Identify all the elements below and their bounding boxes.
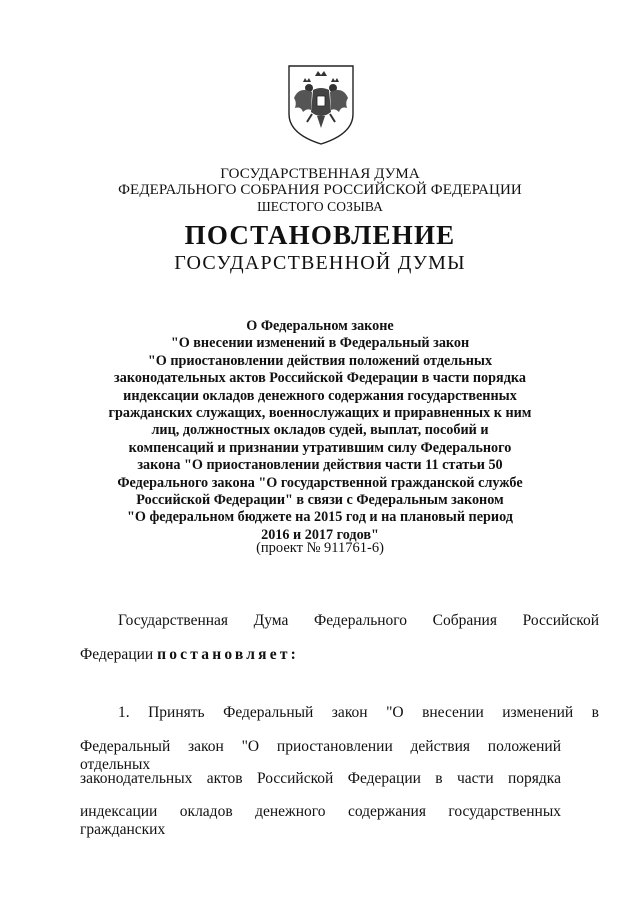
body-paragraph-line: Государственная Дума Федерального Собрания Российской	[118, 612, 599, 629]
double-headed-eagle-coat-of-arms-icon	[285, 62, 357, 148]
bill-title-line: О Федеральном законе	[246, 318, 394, 334]
document-type-title: ПОСТАНОВЛЕНИЕ	[184, 220, 456, 250]
body-paragraph-line: индексации окладов денежного содержания государственных гражданских	[80, 803, 561, 838]
bill-title-line: гражданских служащих, военнослужащих и приравненных к ним	[108, 405, 532, 422]
bill-title-block	[90, 318, 550, 544]
federal-assembly-line: ФЕДЕРАЛЬНОГО СОБРАНИЯ РОССИЙСКОЙ ФЕДЕРАЦИИ	[118, 182, 522, 198]
bill-title-line: 2016 и 2017 годов"	[261, 526, 379, 543]
body-paragraph-line: Федеральный закон "О приостановлении действия положений отдельных	[80, 738, 561, 773]
duma-name-line: ГОСУДАРСТВЕННАЯ ДУМА	[220, 166, 420, 182]
body-paragraph-line: 1. Принять Федеральный закон "О внесении изменений в	[118, 704, 599, 721]
bill-title-line: лиц, должностных окладов судей, выплат, пособий и	[151, 422, 489, 439]
body-text: Федерации	[80, 646, 154, 663]
bill-title-line: компенсаций и признании утратившим силу Федерального	[128, 439, 512, 456]
bill-title-line: "О приостановлении действия положений отдельных	[147, 352, 493, 369]
bill-title-line: Российской Федерации" в связи с Федеральным законом	[136, 492, 504, 509]
bill-title-line: "О федеральном бюджете на 2015 год и на плановый период	[127, 509, 513, 526]
bill-title-line: закона "О приостановлении действия части 11 статьи 50	[137, 457, 503, 474]
bill-title-line: индексации окладов денежного содержания государственных	[123, 387, 517, 404]
project-number: (проект № 911761-6)	[256, 540, 384, 556]
bill-title-line: Федерального закона "О государственной гражданской службе	[117, 474, 523, 491]
body-paragraph-line	[80, 646, 561, 664]
bill-title-line: законодательных актов Российской Федерации в части порядка	[114, 370, 526, 387]
convocation-line: ШЕСТОГО СОЗЫВА	[257, 199, 383, 214]
bill-title-line: "О внесении изменений в Федеральный закон	[170, 335, 470, 352]
body-paragraph-line: законодательных актов Российской Федерации в части порядка	[80, 770, 561, 787]
document-issuer-subtitle: ГОСУДАРСТВЕННОЙ ДУМЫ	[174, 252, 466, 274]
resolves-keyword: постановляет:	[157, 646, 299, 663]
